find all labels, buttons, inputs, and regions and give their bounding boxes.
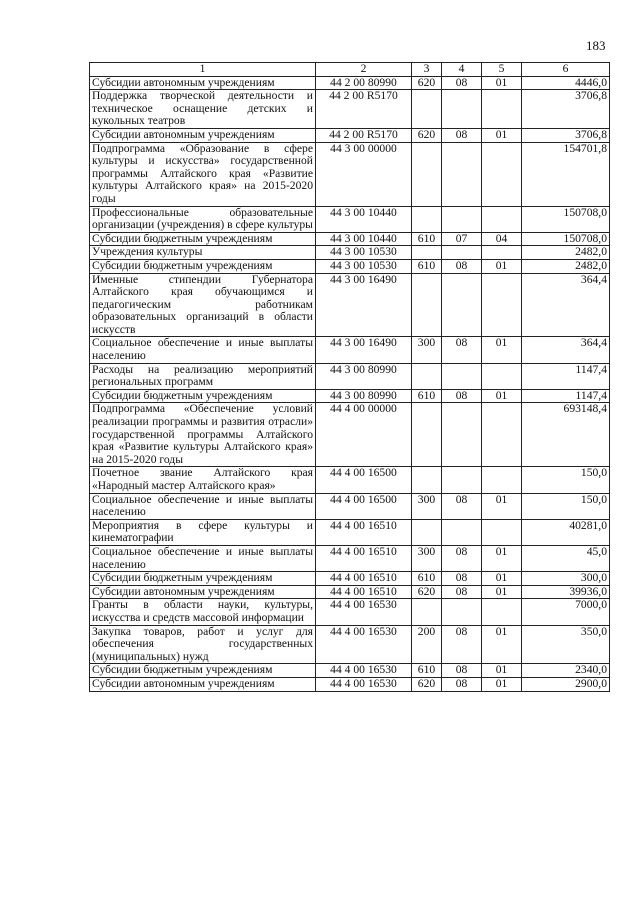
row-name: Субсидии бюджетным учреждениям	[90, 389, 316, 403]
row-code: 44 3 00 10440	[316, 232, 412, 246]
row-amount: 1147,4	[522, 389, 610, 403]
row-code: 44 3 00 80990	[316, 363, 412, 389]
row-amount: 2482,0	[522, 259, 610, 273]
row-amount: 3706,8	[522, 128, 610, 142]
row-name: Именные стипендии Губернатора Алтайского края обучающимся и педагогическим работникам образовательных организаций в области искусств	[90, 273, 316, 337]
row-vr: 610	[412, 389, 442, 403]
column-header-pr: 5	[482, 63, 522, 77]
row-amount: 300,0	[522, 572, 610, 586]
row-rz: 08	[442, 493, 482, 519]
row-pr	[482, 403, 522, 467]
row-amount: 3706,8	[522, 90, 610, 129]
row-vr: 610	[412, 259, 442, 273]
row-code: 44 4 00 16530	[316, 625, 412, 664]
row-rz: 08	[442, 76, 482, 90]
row-name: Расходы на реализацию мероприятий региональных программ	[90, 363, 316, 389]
row-vr: 610	[412, 664, 442, 678]
table-row	[90, 545, 610, 571]
row-vr	[412, 246, 442, 260]
row-rz	[442, 403, 482, 467]
row-pr	[482, 363, 522, 389]
table-row	[90, 664, 610, 678]
row-rz: 08	[442, 259, 482, 273]
row-code: 44 4 00 16510	[316, 572, 412, 586]
row-pr: 01	[482, 259, 522, 273]
row-rz	[442, 246, 482, 260]
row-rz: 08	[442, 389, 482, 403]
row-name: Мероприятия в сфере культуры и кинематографии	[90, 519, 316, 545]
row-vr	[412, 403, 442, 467]
table-row	[90, 363, 610, 389]
row-code: 44 4 00 16510	[316, 585, 412, 599]
row-pr: 01	[482, 585, 522, 599]
row-rz	[442, 599, 482, 625]
row-amount: 2482,0	[522, 246, 610, 260]
row-amount: 2340,0	[522, 664, 610, 678]
row-code: 44 3 00 10530	[316, 246, 412, 260]
row-vr	[412, 467, 442, 493]
row-pr: 01	[482, 493, 522, 519]
row-amount: 150708,0	[522, 232, 610, 246]
row-vr: 620	[412, 585, 442, 599]
row-code: 44 3 00 10440	[316, 206, 412, 232]
row-amount: 364,4	[522, 337, 610, 363]
row-vr: 300	[412, 493, 442, 519]
row-code: 44 4 00 16510	[316, 545, 412, 571]
row-rz	[442, 142, 482, 206]
column-header-code: 2	[316, 63, 412, 77]
row-pr: 01	[482, 625, 522, 664]
budget-table	[89, 62, 610, 692]
column-header-name: 1	[90, 63, 316, 77]
row-vr	[412, 599, 442, 625]
row-rz	[442, 467, 482, 493]
row-code: 44 2 00 R5170	[316, 128, 412, 142]
row-code: 44 4 00 16500	[316, 493, 412, 519]
row-name: Социальное обеспечение и иные выплаты населению	[90, 545, 316, 571]
row-vr	[412, 273, 442, 337]
table-row	[90, 246, 610, 260]
table-row	[90, 90, 610, 129]
row-code: 44 3 00 10530	[316, 259, 412, 273]
table-row	[90, 76, 610, 90]
row-name: Социальное обеспечение и иные выплаты населению	[90, 337, 316, 363]
row-code: 44 3 00 16490	[316, 337, 412, 363]
row-vr: 610	[412, 572, 442, 586]
row-amount: 2900,0	[522, 677, 610, 691]
table-row	[90, 142, 610, 206]
table-row	[90, 519, 610, 545]
row-code: 44 4 00 16500	[316, 467, 412, 493]
row-pr	[482, 467, 522, 493]
row-amount: 364,4	[522, 273, 610, 337]
row-pr	[482, 519, 522, 545]
row-vr: 620	[412, 76, 442, 90]
row-pr: 01	[482, 572, 522, 586]
table-row	[90, 625, 610, 664]
row-rz	[442, 206, 482, 232]
row-rz: 08	[442, 337, 482, 363]
table-row	[90, 337, 610, 363]
row-name: Профессиональные образовательные организации (учреждения) в сфере культуры	[90, 206, 316, 232]
row-vr	[412, 206, 442, 232]
row-name: Учреждения культуры	[90, 246, 316, 260]
table-row	[90, 467, 610, 493]
row-rz	[442, 363, 482, 389]
row-vr: 300	[412, 545, 442, 571]
row-vr	[412, 363, 442, 389]
row-name: Субсидии автономным учреждениям	[90, 585, 316, 599]
row-name: Закупка товаров, работ и услуг для обеспечения государственных (муниципальных) нужд	[90, 625, 316, 664]
row-name: Субсидии бюджетным учреждениям	[90, 572, 316, 586]
row-code: 44 2 00 R5170	[316, 90, 412, 129]
table-header-row	[90, 63, 610, 77]
row-pr: 01	[482, 545, 522, 571]
row-rz: 08	[442, 664, 482, 678]
table-row	[90, 206, 610, 232]
row-pr	[482, 90, 522, 129]
row-name: Социальное обеспечение и иные выплаты населению	[90, 493, 316, 519]
row-pr	[482, 246, 522, 260]
table-row	[90, 403, 610, 467]
row-rz: 08	[442, 677, 482, 691]
row-amount: 693148,4	[522, 403, 610, 467]
row-vr: 200	[412, 625, 442, 664]
row-name: Субсидии бюджетным учреждениям	[90, 259, 316, 273]
column-header-rz: 4	[442, 63, 482, 77]
row-vr: 300	[412, 337, 442, 363]
row-pr: 01	[482, 677, 522, 691]
row-pr	[482, 273, 522, 337]
table-row	[90, 493, 610, 519]
row-name: Субсидии автономным учреждениям	[90, 76, 316, 90]
row-amount: 4446,0	[522, 76, 610, 90]
row-name: Субсидии бюджетным учреждениям	[90, 232, 316, 246]
row-code: 44 4 00 16510	[316, 519, 412, 545]
row-rz: 08	[442, 585, 482, 599]
row-pr: 01	[482, 128, 522, 142]
row-pr	[482, 142, 522, 206]
row-code: 44 4 00 16530	[316, 677, 412, 691]
row-rz	[442, 90, 482, 129]
row-rz: 08	[442, 128, 482, 142]
row-amount: 350,0	[522, 625, 610, 664]
row-name: Подпрограмма «Образование в сфере культуры и искусства» государственной программы Алтайского края «Развитие культуры Алтайского края» на 2015-2020 годы	[90, 142, 316, 206]
row-name: Субсидии бюджетным учреждениям	[90, 664, 316, 678]
row-vr	[412, 90, 442, 129]
row-pr: 04	[482, 232, 522, 246]
row-rz: 08	[442, 572, 482, 586]
row-name: Субсидии автономным учреждениям	[90, 128, 316, 142]
table-row	[90, 585, 610, 599]
row-name: Субсидии автономным учреждениям	[90, 677, 316, 691]
row-amount: 150,0	[522, 493, 610, 519]
table-row	[90, 232, 610, 246]
row-rz: 07	[442, 232, 482, 246]
table-row	[90, 599, 610, 625]
row-vr	[412, 142, 442, 206]
row-rz	[442, 519, 482, 545]
row-amount: 45,0	[522, 545, 610, 571]
row-amount: 7000,0	[522, 599, 610, 625]
row-name: Гранты в области науки, культуры, искусства и средств массовой информации	[90, 599, 316, 625]
page-number: 183	[586, 38, 606, 53]
table-row	[90, 273, 610, 337]
row-name: Почетное звание Алтайского края «Народный мастер Алтайского края»	[90, 467, 316, 493]
row-code: 44 4 00 16530	[316, 664, 412, 678]
row-name: Поддержка творческой деятельности и техническое оснащение детских и кукольных театров	[90, 90, 316, 129]
row-amount: 150,0	[522, 467, 610, 493]
row-code: 44 3 00 80990	[316, 389, 412, 403]
row-pr	[482, 599, 522, 625]
row-code: 44 3 00 00000	[316, 142, 412, 206]
row-amount: 1147,4	[522, 363, 610, 389]
row-pr: 01	[482, 76, 522, 90]
column-header-amount: 6	[522, 63, 610, 77]
row-amount: 39936,0	[522, 585, 610, 599]
table-body	[90, 76, 610, 691]
row-pr	[482, 206, 522, 232]
row-code: 44 2 00 80990	[316, 76, 412, 90]
row-rz: 08	[442, 625, 482, 664]
row-vr: 620	[412, 677, 442, 691]
row-code: 44 4 00 16530	[316, 599, 412, 625]
row-name: Подпрограмма «Обеспечение условий реализации программы и развития отрасли» государственной программы Алтайского края «Развитие культуры Алтайского края» на 2015-2020 годы	[90, 403, 316, 467]
row-pr: 01	[482, 337, 522, 363]
row-code: 44 4 00 00000	[316, 403, 412, 467]
row-pr: 01	[482, 664, 522, 678]
row-vr: 620	[412, 128, 442, 142]
table-row	[90, 389, 610, 403]
row-rz	[442, 273, 482, 337]
table-row	[90, 259, 610, 273]
row-amount: 154701,8	[522, 142, 610, 206]
row-pr: 01	[482, 389, 522, 403]
row-amount: 150708,0	[522, 206, 610, 232]
table-row	[90, 128, 610, 142]
row-rz: 08	[442, 545, 482, 571]
row-vr	[412, 519, 442, 545]
row-code: 44 3 00 16490	[316, 273, 412, 337]
row-vr: 610	[412, 232, 442, 246]
row-amount: 40281,0	[522, 519, 610, 545]
table-row	[90, 572, 610, 586]
table-row	[90, 677, 610, 691]
column-header-vr: 3	[412, 63, 442, 77]
